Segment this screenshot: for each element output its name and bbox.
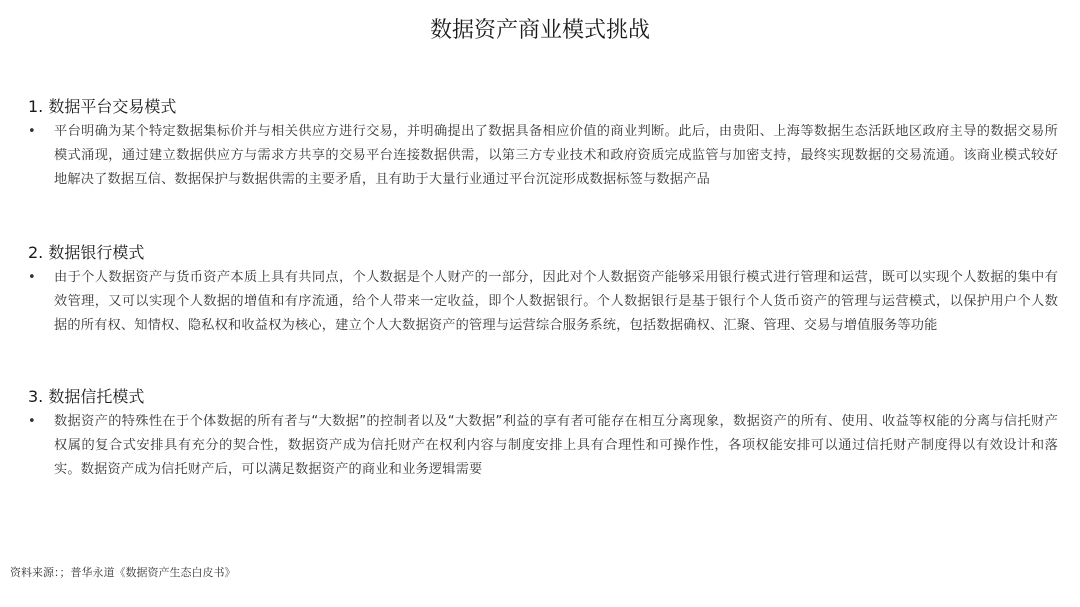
bullet-item: [28, 120, 1058, 192]
page-title: 数据资产商业模式挑战: [429, 18, 650, 43]
bullet-icon: •: [28, 270, 36, 285]
bullet-text: 平台明确为某个特定数据集标价并与相关供应方进行交易，并明确提出了数据具备相应价值的商业判断。此后，由贵阳、上海等数据生态活跃地区政府主导的数据交易所模式涌现，通过建立数据供应方与需求方共享的交易平台连接数据供需，以第三方专业技术和政府资质完成监管与加密支持，最终实现数据的交易流通。该商业模式较好地解决了数据互信、数据保护与数据供需的主要矛盾，且有助于大量行业通过平台沉淀形成数据标签与数据产品: [54, 124, 1058, 187]
bullet-icon: •: [28, 414, 36, 429]
section-heading: 2. 数据银行模式: [28, 243, 145, 262]
bullet-text: 由于个人数据资产与货币资产本质上具有共同点，个人数据是个人财产的一部分，因此对个人数据资产能够采用银行模式进行管理和运营，既可以实现个人数据的集中有效管理，又可以实现个人数据的增值和有序流通，给个人带来一定收益，即个人数据银行。个人数据银行是基于银行个人货币资产的管理与运营模式，以保护用户个人数据的所有权、知情权、隐私权和收益权为核心，建立个人大数据资产的管理与运营综合服务系统，包括数据确权、汇聚、管理、交易与增值服务等功能: [54, 270, 1058, 333]
section-data-trust: [28, 386, 1058, 482]
section-data-platform-trading: [28, 96, 1058, 192]
section-heading: 3. 数据信托模式: [28, 387, 145, 406]
bullet-item: [28, 266, 1058, 338]
bullet-icon: •: [28, 124, 36, 139]
source-note: 资料来源：；普华永道《数据资产生态白皮书》: [10, 566, 236, 579]
section-data-bank: [28, 242, 1058, 338]
bullet-text: 数据资产的特殊性在于个体数据的所有者与“大数据”的控制者以及“大数据”利益的享有者可能存在相互分离现象，数据资产的所有、使用、收益等权能的分离与信托财产权属的复合式安排具有充分的契合性，数据资产成为信托财产在权利内容与制度安排上具有合理性和可操作性，各项权能安排可以通过信托财产制度得以有效设计和落实。数据资产成为信托财产后，可以满足数据资产的商业和业务逻辑需要: [54, 414, 1058, 477]
bullet-item: [28, 410, 1058, 482]
section-heading: 1. 数据平台交易模式: [28, 97, 177, 116]
